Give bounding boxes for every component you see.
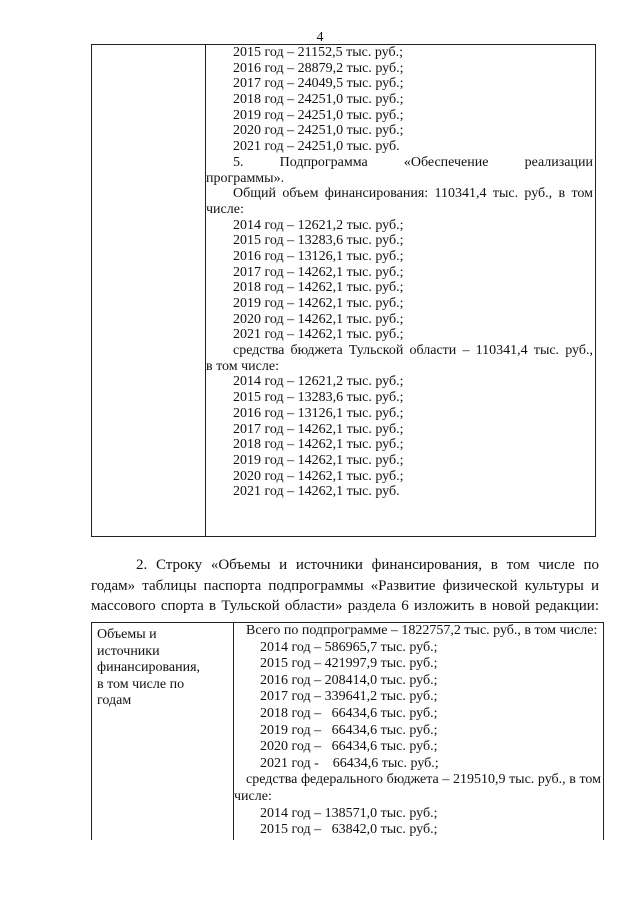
funding-line: 2016 год – 208414,0 тыс. руб.; [260,672,438,688]
funding-line: 2014 год – 138571,0 тыс. руб.; [260,805,438,821]
funding-line: 2018 год – 24251,0 тыс. руб.; [233,92,404,108]
funding-line: 2015 год – 21152,5 тыс. руб.; [233,45,403,60]
funding-line: 2019 год – 14262,1 тыс. руб.; [233,452,404,468]
funding-line: 2019 год – 14262,1 тыс. руб.; [233,296,404,311]
total-financing-line: Общий объем финансирования: 110341,4 тыс. руб., в том [233,186,593,202]
financing-details-cell [206,45,593,500]
funding-line: 2018 год – 66434,6 тыс. руб.; [260,705,438,721]
funding-line: 2021 год – 24251,0 тыс. руб. [233,139,400,155]
funding-line: 2015 год – 63842,0 тыс. руб.; [260,822,438,838]
funding-line: 2021 год – 14262,1 тыс. руб.; [233,327,404,343]
row-header-line: в том числе по [97,676,185,692]
funding-line: 2015 год – 13283,6 тыс. руб.; [233,233,404,249]
paragraph-line: массового спорта в Тульской области» раздела 6 изложить в новой редакции: [91,598,599,614]
financing-details-cell [234,623,601,839]
federal-budget-line: средства федерального бюджета – 219510,9 тыс. руб., в том [246,772,601,788]
funding-line: 2014 год – 586965,7 тыс. руб.; [260,639,438,655]
financing-table-continuation [91,44,596,537]
funding-line: 2016 год – 28879,2 тыс. руб.; [233,60,404,76]
amendment-paragraph [91,555,599,617]
regional-budget-line: средства бюджета Тульской области – 110341,4 тыс. руб., [233,343,593,359]
funding-line: 2014 год – 12621,2 тыс. руб.; [233,217,404,233]
funding-line: 2020 год – 14262,1 тыс. руб.; [233,468,404,484]
subprogram-total-line: Всего по подпрограмме – 1822757,2 тыс. руб., в том числе: [246,623,598,638]
funding-line: 2014 год – 12621,2 тыс. руб.; [233,374,404,390]
paragraph-line: 2. Строку «Объемы и источники финансирования, в том числе по [136,557,599,573]
row-header-line: финансирования, [97,660,201,675]
paragraph-line: годам» таблицы паспорта подпрограммы «Развитие физической культуры и [91,577,599,594]
row-header-line: годам [97,693,132,708]
funding-line: 2019 год – 24251,0 тыс. руб.; [233,107,404,123]
funding-line: 2020 год – 66434,6 тыс. руб.; [260,739,438,755]
row-header-line: источники [97,643,160,659]
funding-line: 2017 год – 14262,1 тыс. руб.; [233,264,404,280]
financing-table-new [91,622,604,840]
row-header-line: Объемы и [97,627,157,642]
funding-line: 2020 год – 24251,0 тыс. руб.; [233,123,404,139]
federal-budget-line-cont: числе: [234,788,272,804]
subprogram-heading-cont: программы». [206,170,285,186]
funding-line: 2015 год – 13283,6 тыс. руб.; [233,390,404,406]
funding-line: 2020 год – 14262,1 тыс. руб.; [233,311,404,327]
funding-line: 2018 год – 14262,1 тыс. руб.; [233,280,404,296]
funding-line: 2016 год – 13126,1 тыс. руб.; [233,248,404,264]
funding-line: 2021 год - 66434,6 тыс. руб.; [260,755,439,771]
funding-line: 2018 год – 14262,1 тыс. руб.; [233,437,404,453]
funding-line: 2016 год – 13126,1 тыс. руб.; [233,405,404,421]
funding-line: 2019 год – 66434,6 тыс. руб.; [260,722,438,738]
row-header-cell [97,627,231,710]
total-financing-line-cont: числе: [206,201,244,217]
funding-line: 2017 год – 14262,1 тыс. руб.; [233,421,404,437]
subprogram-heading: 5. Подпрограмма «Обеспечение реализации [233,154,593,170]
funding-line: 2017 год – 339641,2 тыс. руб.; [260,689,438,705]
page-number: 4 [316,30,324,45]
regional-budget-line-cont: в том числе: [206,358,279,374]
funding-line: 2017 год – 24049,5 тыс. руб.; [233,76,404,92]
funding-line: 2021 год – 14262,1 тыс. руб. [233,484,400,500]
funding-line: 2015 год – 421997,9 тыс. руб.; [260,656,438,672]
